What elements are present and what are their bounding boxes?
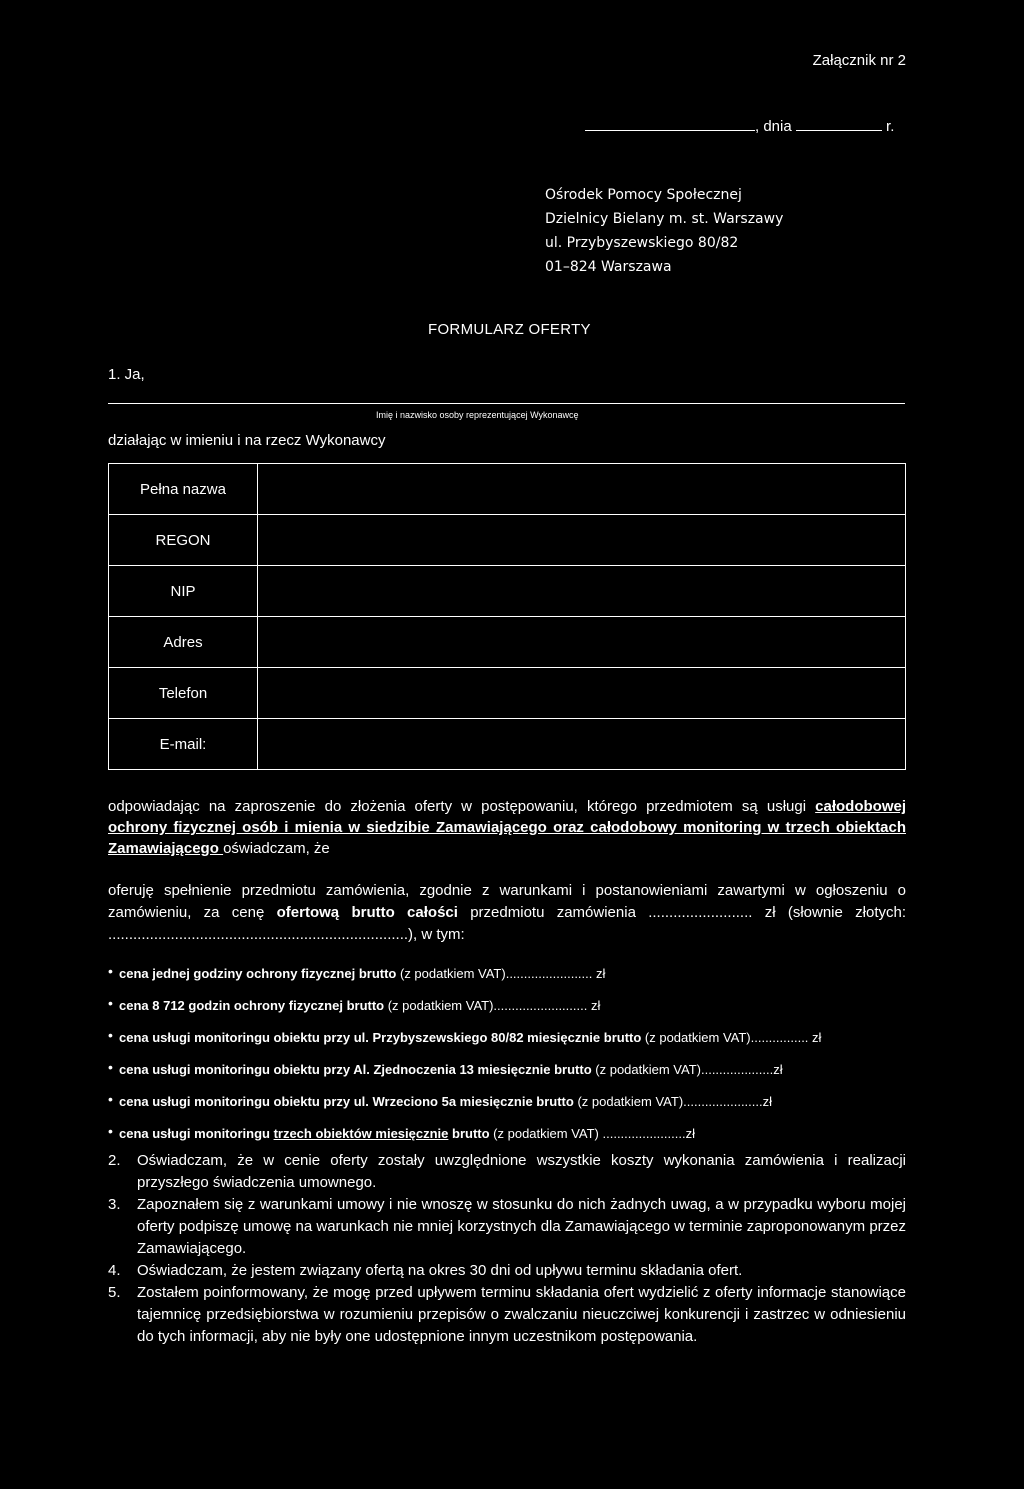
point-number: 4. <box>108 1262 121 1279</box>
declaration-text: oświadczam, że <box>223 840 330 857</box>
intro-paragraph <box>108 796 906 859</box>
phone-field[interactable] <box>258 668 906 719</box>
bullet-icon: • <box>108 1123 113 1139</box>
row-label: NIP <box>109 566 258 617</box>
date-suffix: r. <box>886 118 895 135</box>
email-field[interactable] <box>258 719 906 770</box>
table-row <box>109 617 906 668</box>
offer-text: oferuję spełnienie przedmiotu zamówienia, zgodnie z warunkami i postanowieniami zawartymi w ogłoszeniu o zamówieniu, za cenę <box>108 882 906 921</box>
price-item-value: (z podatkiem VAT).......................... zł <box>384 998 601 1013</box>
point-text: Zostałem poinformowany, że mogę przed upływem terminu składania ofert wydzielić z oferty informacje stanowiące tajemnicę przedsiębiorstwa w rozumieniu przepisów o zwalczaniu nieuczciwej konkurencji i zastrzec w odniesieniu do tych informacji, aby nie były one udostępnione innym uczestnikom postępowania. <box>137 1284 906 1345</box>
row-label: REGON <box>109 515 258 566</box>
subject-of-order: całodobowej ochrony fizycznej osób i mienia w siedzibie Zamawiającego oraz całodobowy monitoring w trzech obiektach Zamawiającego <box>108 798 906 857</box>
price-item-label: cena 8 712 godzin ochrony fizycznej brutto <box>119 998 385 1013</box>
price-item-value: (z podatkiem VAT)......................zł <box>573 1094 773 1109</box>
list-item <box>108 1120 906 1152</box>
row-label: E-mail: <box>109 719 258 770</box>
item-1-label: 1. Ja, <box>108 366 145 383</box>
address-field[interactable] <box>258 617 906 668</box>
bullet-icon: • <box>108 963 113 979</box>
recipient-line: 01–824 Warszawa <box>545 259 672 275</box>
list-item <box>108 1056 906 1088</box>
bullet-icon: • <box>108 995 113 1011</box>
recipient-line: ul. Przybyszewskiego 80/82 <box>545 235 739 251</box>
company-details-table <box>108 463 906 770</box>
price-item-label: cena usługi monitoringu obiektu przy Al. Zjednoczenia 13 miesięcznie brutto <box>119 1062 592 1077</box>
point-number: 2. <box>108 1152 121 1169</box>
point-number: 3. <box>108 1196 121 1213</box>
price-item-value: (z podatkiem VAT)....................zł <box>591 1062 783 1077</box>
price-item-label: cena usługi monitoringu <box>119 1126 274 1141</box>
point-text: Oświadczam, że w cenie oferty zostały uwzględnione wszystkie koszty wykonania zamówienia i realizacji przyszłego świadczenia umownego. <box>137 1152 906 1191</box>
price-list <box>108 960 906 1152</box>
price-item-value: (z podatkiem VAT) .......................zł <box>489 1126 695 1141</box>
regon-field[interactable] <box>258 515 906 566</box>
bullet-icon: • <box>108 1059 113 1075</box>
price-item-value: (z podatkiem VAT)................ zł <box>641 1030 822 1045</box>
recipient-line: Ośrodek Pomocy Społecznej <box>545 187 742 203</box>
attachment-label: Załącznik nr 2 <box>812 52 906 69</box>
offer-paragraph <box>108 880 906 946</box>
date-label: , dnia <box>755 118 792 135</box>
recipient-line: Dzielnicy Bielany m. st. Warszawy <box>545 211 784 227</box>
price-item-label-end: brutto <box>448 1126 490 1141</box>
table-row <box>109 719 906 770</box>
offer-text-rest: przedmiotu zamówienia ......................... zł (słownie złotych: ........................................................................), w tym: <box>108 904 906 943</box>
list-item <box>108 1194 906 1260</box>
representative-name-line[interactable] <box>108 403 905 404</box>
row-label: Pełna nazwa <box>109 464 258 515</box>
date-blank[interactable] <box>796 130 882 131</box>
offer-price-label: ofertową brutto całości <box>276 904 458 921</box>
price-item-value: (z podatkiem VAT)........................ zł <box>396 966 606 981</box>
list-item <box>108 1282 906 1348</box>
nip-field[interactable] <box>258 566 906 617</box>
declarations-list <box>108 1150 906 1348</box>
place-blank[interactable] <box>585 130 755 131</box>
acting-on-behalf-text: działając w imieniu i na rzecz Wykonawcy <box>108 432 386 449</box>
full-name-field[interactable] <box>258 464 906 515</box>
intro-text: odpowiadając na zaproszenie do złożenia oferty w postępowaniu, którego przedmiotem są usługi <box>108 798 816 815</box>
list-item <box>108 992 906 1024</box>
price-item-label: cena usługi monitoringu obiektu przy ul. Przybyszewskiego 80/82 miesięcznie brutto <box>119 1030 642 1045</box>
table-row <box>109 566 906 617</box>
row-label: Telefon <box>109 668 258 719</box>
price-item-label-underlined: trzech obiektów miesięcznie <box>273 1126 449 1141</box>
bullet-icon: • <box>108 1027 113 1043</box>
recipient-address <box>545 183 783 279</box>
point-text: Zapoznałem się z warunkami umowy i nie wnoszę w stosunku do nich żadnych uwag, a w przypadku wyboru mojej oferty podpiszę umowę na warunkach nie mniej korzystnych dla Zamawiającego w terminie zaproponowanym przez Zamawiającego. <box>137 1196 906 1257</box>
list-item <box>108 1024 906 1056</box>
form-title: FORMULARZ OFERTY <box>428 321 591 338</box>
list-item <box>108 1260 906 1282</box>
row-label: Adres <box>109 617 258 668</box>
list-item <box>108 1088 906 1120</box>
table-row <box>109 668 906 719</box>
date-line <box>585 118 894 135</box>
list-item <box>108 1150 906 1194</box>
price-item-label: cena usługi monitoringu obiektu przy ul. Wrzeciono 5a miesięcznie brutto <box>119 1094 574 1109</box>
list-item <box>108 960 906 992</box>
table-row <box>109 464 906 515</box>
bullet-icon: • <box>108 1091 113 1107</box>
representative-caption: Imię i nazwisko osoby reprezentującej Wykonawcę <box>376 410 579 420</box>
point-number: 5. <box>108 1284 121 1301</box>
table-row <box>109 515 906 566</box>
point-text: Oświadczam, że jestem związany ofertą na okres 30 dni od upływu terminu składania ofert. <box>137 1262 743 1279</box>
price-item-label: cena jednej godziny ochrony fizycznej brutto <box>119 966 397 981</box>
